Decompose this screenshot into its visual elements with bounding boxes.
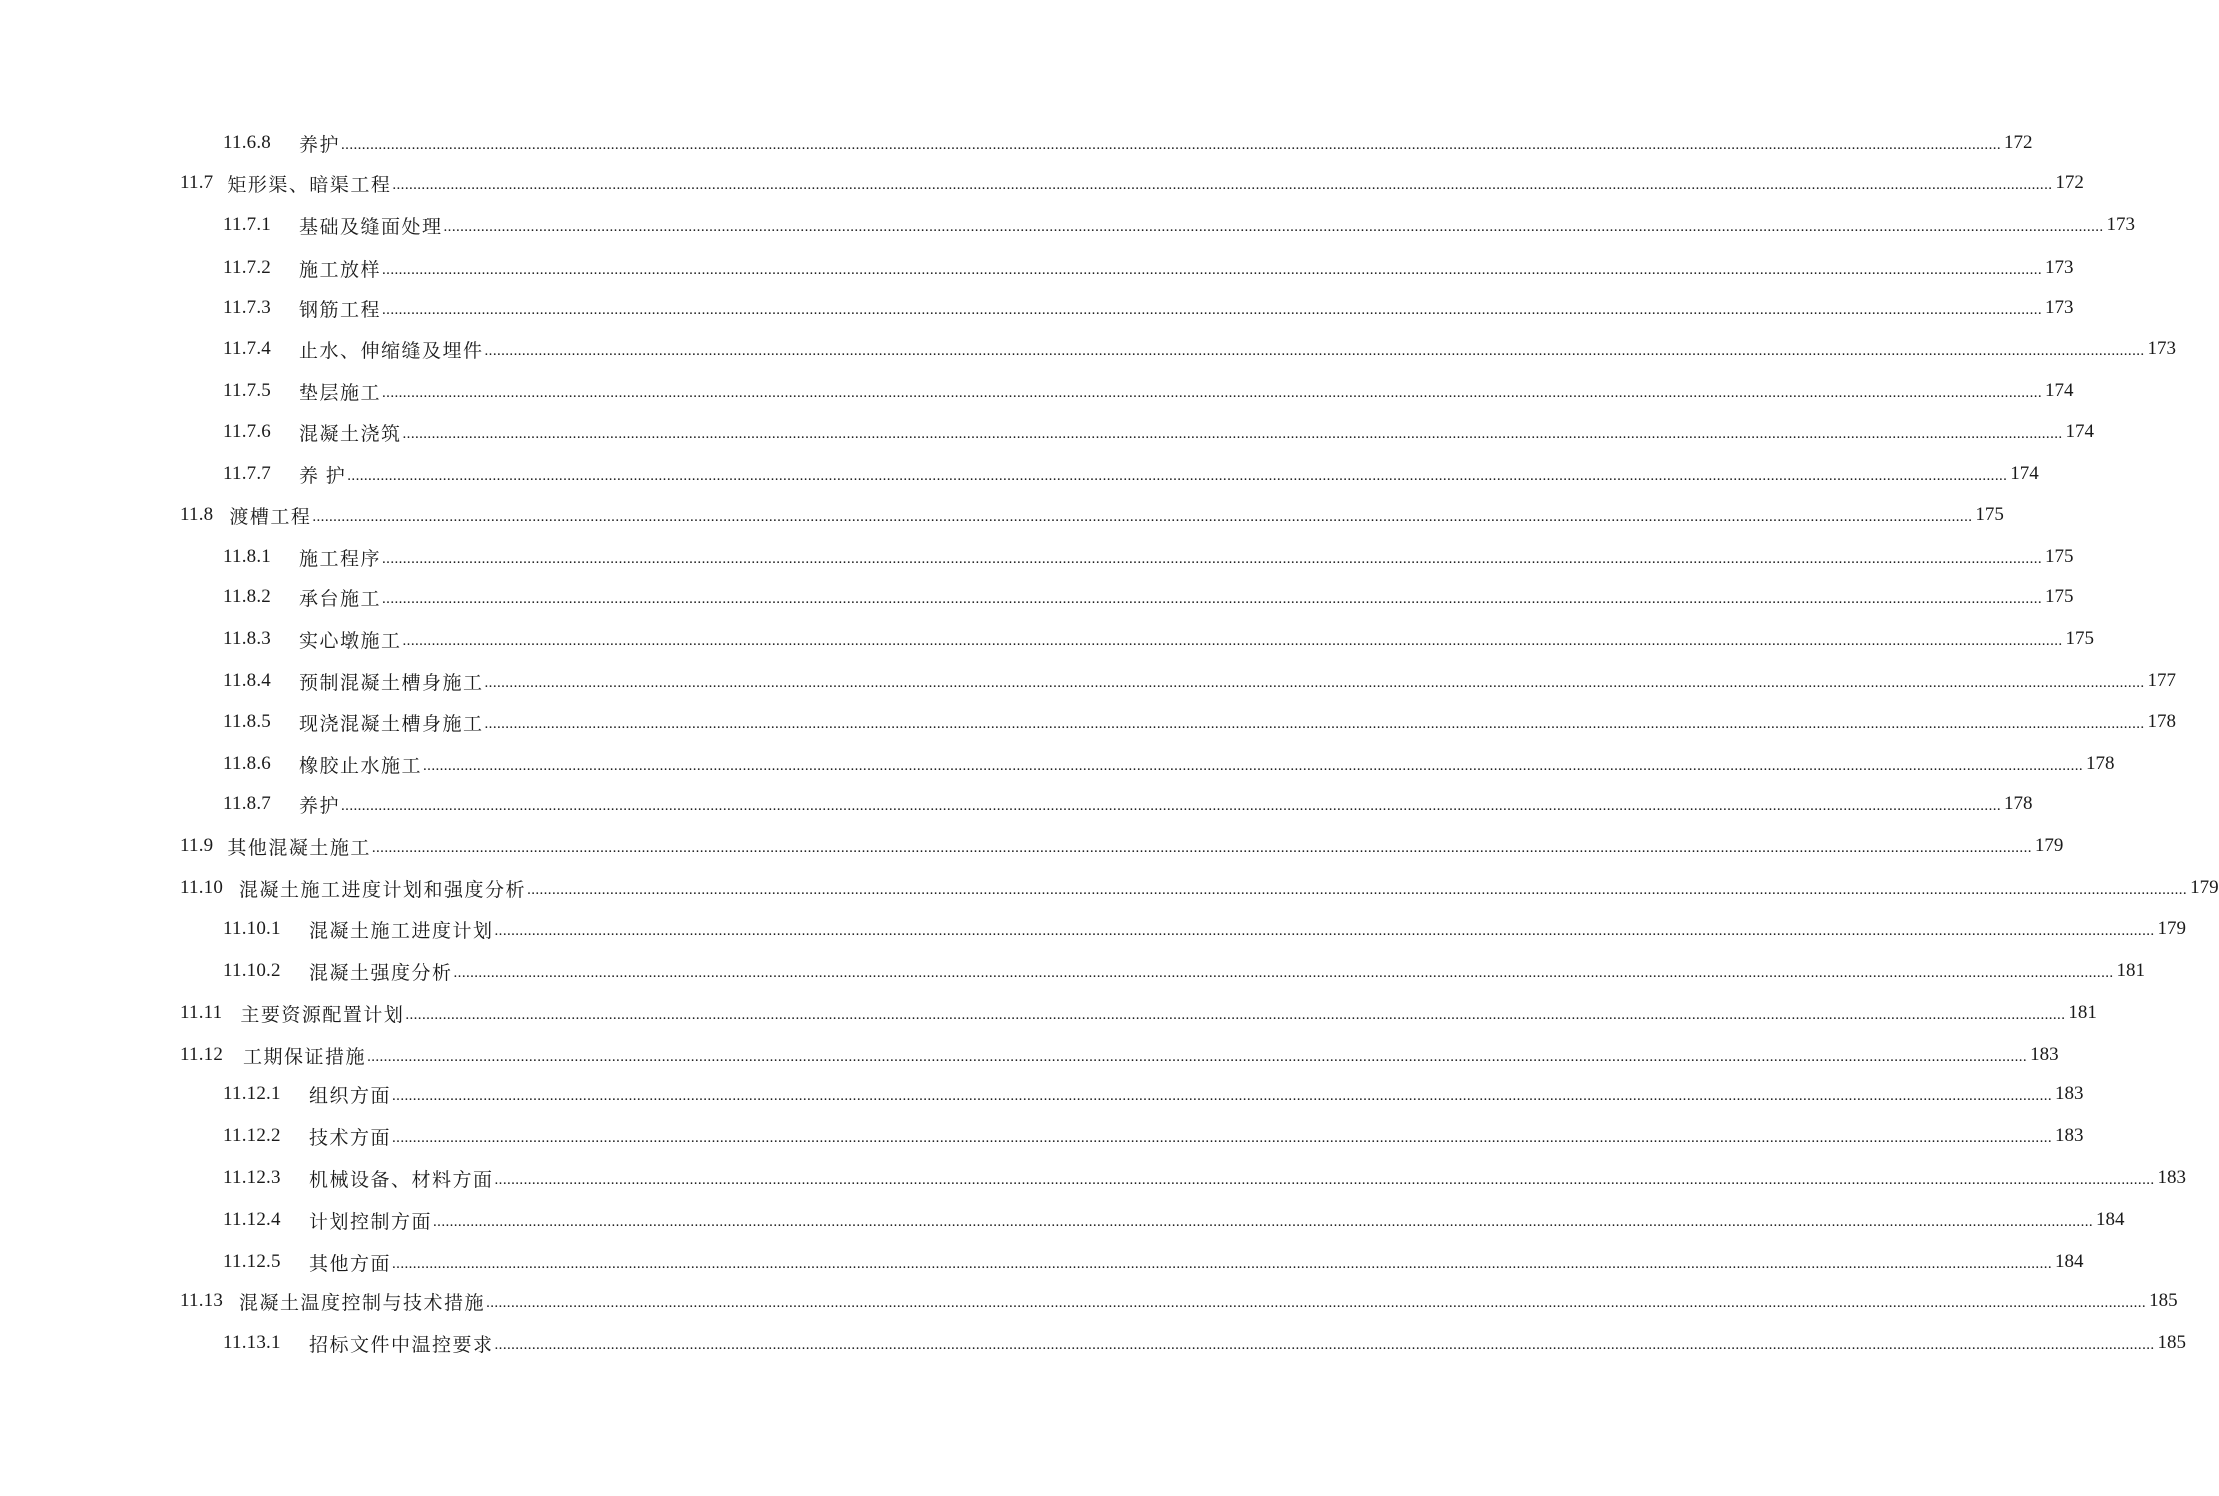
toc-entry[interactable] — [223, 459, 2039, 489]
toc-entry-page-number: 178 — [2147, 711, 2177, 732]
toc-entry[interactable] — [223, 914, 2187, 944]
toc-dot-leader: ................................................................................................................................................................................................................................................................................................................................................................................................................ — [382, 550, 2043, 567]
toc-entry-title: 组织方面 — [309, 1085, 392, 1107]
toc-entry-page-number: 172 — [2004, 132, 2033, 153]
toc-entry-number: 11.10 — [180, 877, 224, 898]
toc-entry-number: 11.7.5 — [223, 380, 271, 401]
toc-entry[interactable] — [180, 873, 2219, 903]
toc-entry-number: 11.8.3 — [223, 628, 271, 649]
toc-dot-leader: ................................................................................................................................................................................................................................................................................................................................................................................................................ — [392, 1087, 2053, 1104]
toc-entry-page-number: 185 — [2149, 1290, 2178, 1311]
toc-dot-leader: ................................................................................................................................................................................................................................................................................................................................................................................................................ — [392, 1129, 2053, 1146]
toc-entry-number: 11.8.5 — [223, 711, 271, 732]
toc-dot-leader: ................................................................................................................................................................................................................................................................................................................................................................................................................ — [382, 261, 2043, 278]
toc-entry-title: 混凝土施工进度计划和强度分析 — [239, 879, 527, 901]
toc-entry-number: 11.6.8 — [223, 132, 271, 153]
toc-entry-page-number: 173 — [2147, 338, 2177, 359]
toc-entry[interactable] — [180, 1286, 2178, 1316]
toc-entry[interactable] — [223, 293, 2074, 323]
toc-entry-number: 11.8.2 — [223, 586, 271, 607]
toc-dot-leader: ................................................................................................................................................................................................................................................................................................................................................................................................................ — [486, 1294, 2147, 1311]
toc-entry-page-number: 172 — [2055, 172, 2084, 193]
toc-entry-title: 止水、伸缩缝及埋件 — [299, 340, 484, 362]
toc-entry-page-number: 184 — [2096, 1209, 2125, 1230]
toc-entry[interactable] — [223, 1247, 2084, 1277]
toc-dot-leader: ................................................................................................................................................................................................................................................................................................................................................................................................................ — [347, 467, 2008, 484]
toc-entry-page-number: 175 — [2065, 628, 2095, 649]
toc-entry-title: 渡槽工程 — [229, 506, 312, 528]
toc-entry-number: 11.7.2 — [223, 257, 271, 278]
toc-entry-page-number: 175 — [1975, 504, 2004, 525]
toc-entry-title: 主要资源配置计划 — [240, 1004, 405, 1026]
toc-entry-number: 11.8 — [180, 504, 214, 525]
toc-entry-title: 其他混凝土施工 — [227, 837, 371, 859]
toc-entry-page-number: 174 — [2065, 421, 2095, 442]
toc-entry-page-number: 174 — [2045, 380, 2074, 401]
toc-entry[interactable] — [180, 998, 2097, 1028]
toc-entry-title: 招标文件中温控要求 — [309, 1334, 494, 1356]
toc-entry-page-number: 183 — [2055, 1083, 2084, 1104]
toc-entry[interactable] — [223, 1121, 2084, 1151]
toc-dot-leader: ................................................................................................................................................................................................................................................................................................................................................................................................................ — [341, 136, 2002, 153]
toc-entry[interactable] — [223, 956, 2146, 986]
toc-entry[interactable] — [223, 542, 2074, 572]
toc-entry-number: 11.12.1 — [223, 1083, 281, 1104]
toc-entry[interactable] — [223, 1079, 2084, 1109]
toc-dot-leader: ................................................................................................................................................................................................................................................................................................................................................................................................................ — [402, 632, 2063, 649]
toc-dot-leader: ................................................................................................................................................................................................................................................................................................................................................................................................................ — [382, 384, 2043, 401]
toc-dot-leader: ................................................................................................................................................................................................................................................................................................................................................................................................................ — [484, 674, 2145, 691]
toc-entry-title: 其他方面 — [309, 1253, 392, 1275]
toc-entry-page-number: 181 — [2068, 1002, 2097, 1023]
toc-entry[interactable] — [180, 500, 2004, 530]
toc-dot-leader: ................................................................................................................................................................................................................................................................................................................................................................................................................ — [433, 1213, 2094, 1230]
toc-entry-page-number: 178 — [2004, 793, 2033, 814]
toc-entry-number: 11.9 — [180, 835, 214, 856]
toc-entry-page-number: 177 — [2147, 670, 2177, 691]
toc-dot-leader: ................................................................................................................................................................................................................................................................................................................................................................................................................ — [494, 1336, 2155, 1353]
toc-entry[interactable] — [223, 707, 2177, 737]
toc-dot-leader: ................................................................................................................................................................................................................................................................................................................................................................................................................ — [405, 1006, 2066, 1023]
toc-entry[interactable] — [223, 253, 2074, 283]
toc-dot-leader: ................................................................................................................................................................................................................................................................................................................................................................................................................ — [484, 342, 2145, 359]
toc-entry[interactable] — [180, 1040, 2059, 1070]
toc-dot-leader: ................................................................................................................................................................................................................................................................................................................................................................................................................ — [312, 508, 1973, 525]
toc-entry-page-number: 179 — [2157, 918, 2187, 939]
toc-entry-title: 基础及缝面处理 — [299, 216, 443, 238]
toc-entry[interactable] — [223, 1163, 2187, 1193]
toc-entry-title: 工期保证措施 — [243, 1046, 367, 1068]
toc-entry[interactable] — [223, 210, 2136, 240]
toc-entry[interactable] — [180, 831, 2064, 861]
toc-entry-page-number: 178 — [2086, 753, 2115, 774]
toc-entry-title: 混凝土温度控制与技术措施 — [239, 1292, 486, 1314]
toc-entry-title: 混凝土施工进度计划 — [309, 920, 494, 942]
toc-entry-number: 11.12.3 — [223, 1167, 281, 1188]
toc-entry[interactable] — [223, 582, 2074, 612]
toc-entry[interactable] — [223, 417, 2095, 447]
toc-entry[interactable] — [223, 376, 2074, 406]
toc-entry-title: 养护 — [299, 134, 341, 156]
toc-entry-number: 11.12.2 — [223, 1125, 281, 1146]
toc-dot-leader: ................................................................................................................................................................................................................................................................................................................................................................................................................ — [527, 881, 2188, 898]
toc-entry-title: 混凝土浇筑 — [299, 423, 402, 445]
toc-entry-page-number: 183 — [2157, 1167, 2187, 1188]
toc-entry-number: 11.12.5 — [223, 1251, 281, 1272]
toc-entry-title: 施工程序 — [299, 548, 382, 570]
toc-entry-page-number: 179 — [2190, 877, 2219, 898]
toc-dot-leader: ................................................................................................................................................................................................................................................................................................................................................................................................................ — [392, 176, 2053, 193]
toc-dot-leader: ................................................................................................................................................................................................................................................................................................................................................................................................................ — [392, 1255, 2053, 1272]
toc-entry-page-number: 181 — [2116, 960, 2146, 981]
toc-entry-title: 机械设备、材料方面 — [309, 1169, 494, 1191]
toc-entry[interactable] — [223, 624, 2095, 654]
toc-entry[interactable] — [223, 1328, 2187, 1358]
toc-dot-leader: ................................................................................................................................................................................................................................................................................................................................................................................................................ — [423, 757, 2084, 774]
toc-entry-title: 养 护 — [299, 465, 347, 487]
toc-dot-leader: ................................................................................................................................................................................................................................................................................................................................................................................................................ — [494, 1171, 2155, 1188]
toc-dot-leader: ................................................................................................................................................................................................................................................................................................................................................................................................................ — [443, 218, 2104, 235]
toc-entry[interactable] — [223, 749, 2115, 779]
toc-entry-page-number: 183 — [2055, 1125, 2084, 1146]
toc-entry[interactable] — [223, 128, 2033, 158]
toc-entry-number: 11.8.1 — [223, 546, 271, 567]
toc-entry-page-number: 173 — [2045, 297, 2074, 318]
toc-dot-leader: ................................................................................................................................................................................................................................................................................................................................................................................................................ — [382, 590, 2043, 607]
toc-entry-number: 11.7.1 — [223, 214, 271, 235]
toc-entry-number: 11.8.7 — [223, 793, 271, 814]
toc-entry[interactable] — [223, 666, 2177, 696]
toc-entry-title: 现浇混凝土槽身施工 — [299, 713, 484, 735]
toc-entry-title: 实心墩施工 — [299, 630, 402, 652]
toc-entry-title: 混凝土强度分析 — [309, 962, 453, 984]
toc-entry-page-number: 183 — [2030, 1044, 2059, 1065]
toc-entry-number: 11.11 — [180, 1002, 223, 1023]
toc-entry-number: 11.7.3 — [223, 297, 271, 318]
toc-entry-title: 施工放样 — [299, 259, 382, 281]
toc-dot-leader: ................................................................................................................................................................................................................................................................................................................................................................................................................ — [494, 922, 2155, 939]
toc-dot-leader: ................................................................................................................................................................................................................................................................................................................................................................................................................ — [371, 839, 2032, 856]
toc-entry-page-number: 175 — [2045, 546, 2074, 567]
toc-entry-number: 11.12 — [180, 1044, 224, 1065]
toc-entry-number: 11.7.6 — [223, 421, 271, 442]
toc-entry-number: 11.7 — [180, 172, 214, 193]
toc-entry-page-number: 174 — [2010, 463, 2039, 484]
toc-entry-page-number: 184 — [2055, 1251, 2084, 1272]
toc-entry-number: 11.10.2 — [223, 960, 281, 981]
toc-dot-leader: ................................................................................................................................................................................................................................................................................................................................................................................................................ — [453, 964, 2114, 981]
toc-entry-title: 预制混凝土槽身施工 — [299, 672, 484, 694]
toc-entry-title: 养护 — [299, 795, 341, 817]
toc-entry-title: 钢筋工程 — [299, 299, 382, 321]
toc-entry-number: 11.13.1 — [223, 1332, 281, 1353]
toc-entry-number: 11.12.4 — [223, 1209, 281, 1230]
toc-entry[interactable] — [223, 789, 2033, 819]
toc-entry-page-number: 173 — [2106, 214, 2136, 235]
toc-entry-page-number: 173 — [2045, 257, 2074, 278]
toc-dot-leader: ................................................................................................................................................................................................................................................................................................................................................................................................................ — [402, 425, 2063, 442]
toc-entry-title: 橡胶止水施工 — [299, 755, 423, 777]
toc-entry-title: 计划控制方面 — [309, 1211, 433, 1233]
toc-dot-leader: ................................................................................................................................................................................................................................................................................................................................................................................................................ — [484, 715, 2145, 732]
toc-entry-title: 垫层施工 — [299, 382, 382, 404]
toc-entry[interactable] — [223, 1205, 2125, 1235]
toc-entry-number: 11.8.4 — [223, 670, 271, 691]
toc-entry-page-number: 175 — [2045, 586, 2074, 607]
toc-entry-number: 11.10.1 — [223, 918, 281, 939]
toc-entry-title: 承台施工 — [299, 588, 382, 610]
toc-entry-page-number: 179 — [2034, 835, 2064, 856]
toc-dot-leader: ................................................................................................................................................................................................................................................................................................................................................................................................................ — [341, 797, 2002, 814]
toc-entry[interactable] — [223, 334, 2177, 364]
toc-dot-leader: ................................................................................................................................................................................................................................................................................................................................................................................................................ — [382, 301, 2043, 318]
toc-entry-title: 矩形渠、暗渠工程 — [227, 174, 392, 196]
toc-entry-number: 11.13 — [180, 1290, 224, 1311]
toc-entry-number: 11.7.7 — [223, 463, 271, 484]
toc-entry-page-number: 185 — [2157, 1332, 2187, 1353]
toc-entry-number: 11.7.4 — [223, 338, 271, 359]
toc-entry-number: 11.8.6 — [223, 753, 271, 774]
toc-entry[interactable] — [180, 168, 2084, 198]
toc-entry-title: 技术方面 — [309, 1127, 392, 1149]
toc-dot-leader: ................................................................................................................................................................................................................................................................................................................................................................................................................ — [367, 1048, 2028, 1065]
